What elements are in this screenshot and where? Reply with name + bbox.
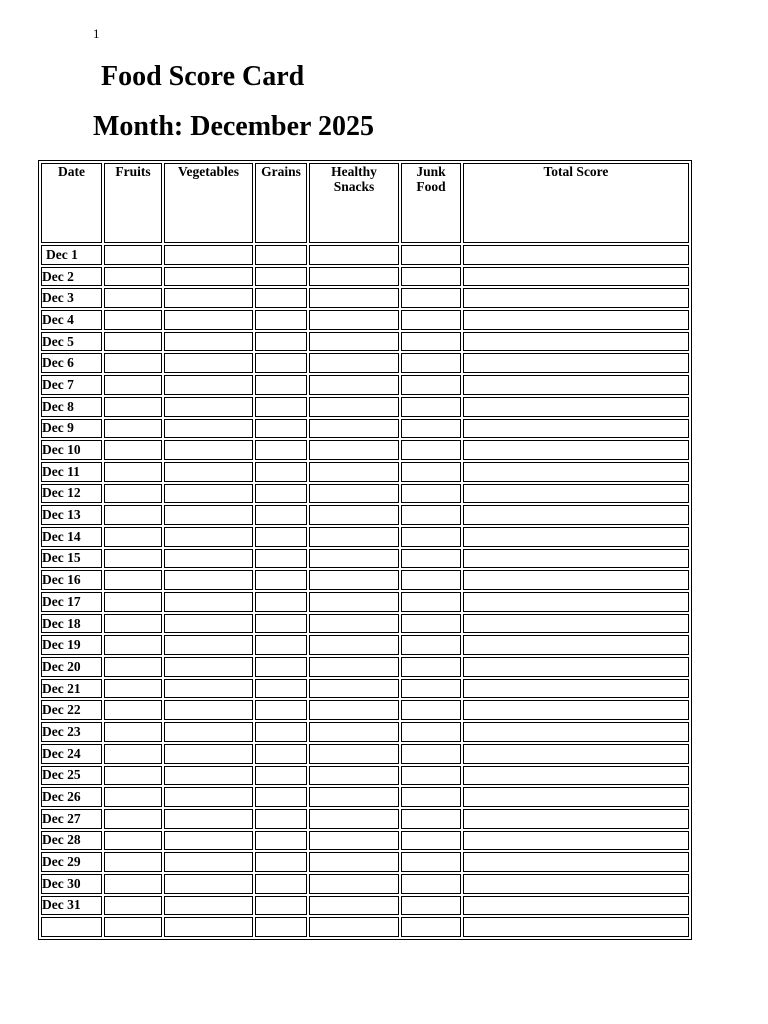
date-cell: Dec 11 <box>41 462 102 482</box>
header-date: Date <box>41 163 102 243</box>
total-score-cell[interactable] <box>463 874 689 894</box>
date-cell: Dec 16 <box>41 570 102 590</box>
healthy-snacks-cell[interactable] <box>309 700 399 720</box>
fruits-cell[interactable] <box>104 484 162 504</box>
date-cell: Dec 18 <box>41 614 102 634</box>
junk-food-cell[interactable] <box>401 852 461 872</box>
vegetables-cell[interactable] <box>164 874 253 894</box>
junk-food-cell[interactable] <box>401 744 461 764</box>
total-score-cell[interactable] <box>463 397 689 417</box>
junk-food-cell[interactable] <box>401 635 461 655</box>
header-healthy-line1: Healthy <box>331 164 377 179</box>
healthy-snacks-cell[interactable] <box>309 419 399 439</box>
table-row <box>41 744 689 764</box>
vegetables-cell[interactable] <box>164 831 253 851</box>
grains-cell[interactable] <box>255 245 307 265</box>
table-row <box>41 310 689 330</box>
page-number: 1 <box>93 26 100 41</box>
grains-cell[interactable] <box>255 635 307 655</box>
vegetables-cell[interactable] <box>164 809 253 829</box>
grains-cell[interactable] <box>255 766 307 786</box>
date-cell: Dec 1 <box>41 245 102 265</box>
healthy-snacks-cell[interactable] <box>309 831 399 851</box>
grains-cell[interactable] <box>255 744 307 764</box>
table-row <box>41 722 689 742</box>
vegetables-cell[interactable] <box>164 310 253 330</box>
vegetables-cell[interactable] <box>164 288 253 308</box>
date-cell: Dec 4 <box>41 310 102 330</box>
fruits-cell[interactable] <box>104 874 162 894</box>
table-row <box>41 896 689 916</box>
table-row <box>41 419 689 439</box>
healthy-snacks-cell[interactable] <box>309 267 399 287</box>
total-score-cell[interactable] <box>463 787 689 807</box>
grains-cell[interactable] <box>255 484 307 504</box>
total-score-cell[interactable] <box>463 440 689 460</box>
grains-cell[interactable] <box>255 852 307 872</box>
junk-food-cell[interactable] <box>401 679 461 699</box>
vegetables-cell[interactable] <box>164 484 253 504</box>
junk-food-cell[interactable] <box>401 310 461 330</box>
table-row <box>41 440 689 460</box>
grains-cell[interactable] <box>255 505 307 525</box>
grains-cell[interactable] <box>255 679 307 699</box>
grains-cell[interactable] <box>255 397 307 417</box>
table-row <box>41 353 689 373</box>
junk-food-cell[interactable] <box>401 614 461 634</box>
vegetables-cell[interactable] <box>164 440 253 460</box>
score-table <box>38 160 692 940</box>
fruits-cell[interactable] <box>104 700 162 720</box>
grains-cell[interactable] <box>255 614 307 634</box>
date-cell: Dec 23 <box>41 722 102 742</box>
fruits-cell[interactable] <box>104 245 162 265</box>
date-cell: Dec 7 <box>41 375 102 395</box>
healthy-snacks-cell[interactable] <box>309 874 399 894</box>
date-cell: Dec 17 <box>41 592 102 612</box>
healthy-snacks-cell[interactable] <box>309 440 399 460</box>
vegetables-cell[interactable] <box>164 375 253 395</box>
total-score-cell[interactable] <box>463 527 689 547</box>
fruits-cell[interactable] <box>104 375 162 395</box>
total-score-cell[interactable] <box>463 917 689 937</box>
date-cell: Dec 21 <box>41 679 102 699</box>
grains-cell[interactable] <box>255 874 307 894</box>
date-cell: Dec 26 <box>41 787 102 807</box>
total-score-cell[interactable] <box>463 353 689 373</box>
date-cell: Dec 25 <box>41 766 102 786</box>
header-healthy-line2: Snacks <box>333 179 375 194</box>
healthy-snacks-cell[interactable] <box>309 505 399 525</box>
date-cell: Dec 10 <box>41 440 102 460</box>
table-row <box>41 462 689 482</box>
table-row <box>41 245 689 265</box>
vegetables-cell[interactable] <box>164 787 253 807</box>
table-row <box>41 700 689 720</box>
table-row <box>41 852 689 872</box>
total-score-cell[interactable] <box>463 614 689 634</box>
healthy-snacks-cell[interactable] <box>309 397 399 417</box>
junk-food-cell[interactable] <box>401 375 461 395</box>
vegetables-cell[interactable] <box>164 462 253 482</box>
table-row <box>41 505 689 525</box>
grains-cell[interactable] <box>255 896 307 916</box>
grains-cell[interactable] <box>255 332 307 352</box>
vegetables-cell[interactable] <box>164 766 253 786</box>
total-score-cell[interactable] <box>463 484 689 504</box>
junk-food-cell[interactable] <box>401 462 461 482</box>
healthy-snacks-cell[interactable] <box>309 462 399 482</box>
healthy-snacks-cell[interactable] <box>309 288 399 308</box>
date-cell: Dec 19 <box>41 635 102 655</box>
healthy-snacks-cell[interactable] <box>309 852 399 872</box>
healthy-snacks-cell[interactable] <box>309 657 399 677</box>
vegetables-cell[interactable] <box>164 917 253 937</box>
header-row <box>41 163 689 243</box>
fruits-cell[interactable] <box>104 267 162 287</box>
grains-cell[interactable] <box>255 527 307 547</box>
vegetables-cell[interactable] <box>164 679 253 699</box>
date-cell <box>41 917 102 937</box>
header-vegetables: Vegetables <box>164 163 253 243</box>
table-row <box>41 679 689 699</box>
date-cell: Dec 5 <box>41 332 102 352</box>
grains-cell[interactable] <box>255 375 307 395</box>
healthy-snacks-cell[interactable] <box>309 809 399 829</box>
grains-cell[interactable] <box>255 310 307 330</box>
fruits-cell[interactable] <box>104 570 162 590</box>
total-score-cell[interactable] <box>463 852 689 872</box>
healthy-snacks-cell[interactable] <box>309 332 399 352</box>
fruits-cell[interactable] <box>104 462 162 482</box>
date-cell: Dec 31 <box>41 896 102 916</box>
healthy-snacks-cell[interactable] <box>309 549 399 569</box>
vegetables-cell[interactable] <box>164 267 253 287</box>
header-healthy-snacks <box>309 163 399 243</box>
junk-food-cell[interactable] <box>401 527 461 547</box>
grains-cell[interactable] <box>255 267 307 287</box>
healthy-snacks-cell[interactable] <box>309 679 399 699</box>
total-score-cell[interactable] <box>463 831 689 851</box>
total-score-cell[interactable] <box>463 375 689 395</box>
date-cell: Dec 14 <box>41 527 102 547</box>
grains-cell[interactable] <box>255 809 307 829</box>
table-row <box>41 809 689 829</box>
table-row <box>41 267 689 287</box>
junk-food-cell[interactable] <box>401 570 461 590</box>
grains-cell[interactable] <box>255 700 307 720</box>
fruits-cell[interactable] <box>104 353 162 373</box>
header-fruits: Fruits <box>104 163 162 243</box>
total-score-cell[interactable] <box>463 766 689 786</box>
table-row <box>41 375 689 395</box>
junk-food-cell[interactable] <box>401 397 461 417</box>
total-score-cell[interactable] <box>463 809 689 829</box>
total-score-cell[interactable] <box>463 744 689 764</box>
total-score-cell[interactable] <box>463 896 689 916</box>
junk-food-cell[interactable] <box>401 332 461 352</box>
fruits-cell[interactable] <box>104 896 162 916</box>
total-score-cell[interactable] <box>463 267 689 287</box>
junk-food-cell[interactable] <box>401 484 461 504</box>
healthy-snacks-cell[interactable] <box>309 527 399 547</box>
junk-food-cell[interactable] <box>401 440 461 460</box>
vegetables-cell[interactable] <box>164 570 253 590</box>
junk-food-cell[interactable] <box>401 722 461 742</box>
table-row <box>41 766 689 786</box>
fruits-cell[interactable] <box>104 917 162 937</box>
total-score-cell[interactable] <box>463 332 689 352</box>
healthy-snacks-cell[interactable] <box>309 592 399 612</box>
table-row <box>41 592 689 612</box>
date-cell: Dec 2 <box>41 267 102 287</box>
fruits-cell[interactable] <box>104 288 162 308</box>
junk-food-cell[interactable] <box>401 787 461 807</box>
table-row <box>41 527 689 547</box>
vegetables-cell[interactable] <box>164 635 253 655</box>
junk-food-cell[interactable] <box>401 505 461 525</box>
month-heading: Month: December 2025 <box>93 111 374 142</box>
table-row <box>41 570 689 590</box>
grains-cell[interactable] <box>255 917 307 937</box>
total-score-cell[interactable] <box>463 700 689 720</box>
healthy-snacks-cell[interactable] <box>309 766 399 786</box>
vegetables-cell[interactable] <box>164 852 253 872</box>
healthy-snacks-cell[interactable] <box>309 722 399 742</box>
total-score-cell[interactable] <box>463 505 689 525</box>
total-score-cell[interactable] <box>463 570 689 590</box>
junk-food-cell[interactable] <box>401 766 461 786</box>
healthy-snacks-cell[interactable] <box>309 375 399 395</box>
header-junk-line1: Junk <box>416 164 446 179</box>
fruits-cell[interactable] <box>104 419 162 439</box>
table-row <box>41 635 689 655</box>
header-grains: Grains <box>255 163 307 243</box>
fruits-cell[interactable] <box>104 332 162 352</box>
date-cell: Dec 9 <box>41 419 102 439</box>
fruits-cell[interactable] <box>104 592 162 612</box>
grains-cell[interactable] <box>255 462 307 482</box>
grains-cell[interactable] <box>255 722 307 742</box>
healthy-snacks-cell[interactable] <box>309 245 399 265</box>
junk-food-cell[interactable] <box>401 657 461 677</box>
fruits-cell[interactable] <box>104 809 162 829</box>
date-cell: Dec 24 <box>41 744 102 764</box>
total-score-cell[interactable] <box>463 722 689 742</box>
grains-cell[interactable] <box>255 592 307 612</box>
vegetables-cell[interactable] <box>164 722 253 742</box>
junk-food-cell[interactable] <box>401 549 461 569</box>
date-cell: Dec 6 <box>41 353 102 373</box>
vegetables-cell[interactable] <box>164 353 253 373</box>
vegetables-cell[interactable] <box>164 896 253 916</box>
table-row <box>41 397 689 417</box>
fruits-cell[interactable] <box>104 527 162 547</box>
table-row <box>41 831 689 851</box>
header-total-score: Total Score <box>463 163 689 243</box>
date-cell: Dec 28 <box>41 831 102 851</box>
fruits-cell[interactable] <box>104 397 162 417</box>
date-cell: Dec 22 <box>41 700 102 720</box>
page-title: Food Score Card <box>101 61 305 92</box>
fruits-cell[interactable] <box>104 852 162 872</box>
vegetables-cell[interactable] <box>164 419 253 439</box>
healthy-snacks-cell[interactable] <box>309 484 399 504</box>
junk-food-cell[interactable] <box>401 700 461 720</box>
vegetables-cell[interactable] <box>164 614 253 634</box>
total-score-cell[interactable] <box>463 549 689 569</box>
junk-food-cell[interactable] <box>401 896 461 916</box>
table-row <box>41 787 689 807</box>
grains-cell[interactable] <box>255 787 307 807</box>
grains-cell[interactable] <box>255 831 307 851</box>
junk-food-cell[interactable] <box>401 809 461 829</box>
vegetables-cell[interactable] <box>164 657 253 677</box>
vegetables-cell[interactable] <box>164 397 253 417</box>
junk-food-cell[interactable] <box>401 831 461 851</box>
table-row <box>41 549 689 569</box>
date-cell: Dec 15 <box>41 549 102 569</box>
healthy-snacks-cell[interactable] <box>309 787 399 807</box>
grains-cell[interactable] <box>255 549 307 569</box>
healthy-snacks-cell[interactable] <box>309 570 399 590</box>
date-cell: Dec 20 <box>41 657 102 677</box>
healthy-snacks-cell[interactable] <box>309 917 399 937</box>
junk-food-cell[interactable] <box>401 917 461 937</box>
junk-food-cell[interactable] <box>401 353 461 373</box>
junk-food-cell[interactable] <box>401 592 461 612</box>
grains-cell[interactable] <box>255 440 307 460</box>
header-junk-food <box>401 163 461 243</box>
grains-cell[interactable] <box>255 657 307 677</box>
vegetables-cell[interactable] <box>164 527 253 547</box>
fruits-cell[interactable] <box>104 549 162 569</box>
fruits-cell[interactable] <box>104 657 162 677</box>
vegetables-cell[interactable] <box>164 700 253 720</box>
grains-cell[interactable] <box>255 570 307 590</box>
healthy-snacks-cell[interactable] <box>309 635 399 655</box>
fruits-cell[interactable] <box>104 744 162 764</box>
table-row <box>41 288 689 308</box>
date-cell: Dec 27 <box>41 809 102 829</box>
header-junk-line2: Food <box>416 179 446 194</box>
score-table-body <box>41 245 689 937</box>
total-score-cell[interactable] <box>463 592 689 612</box>
date-cell: Dec 29 <box>41 852 102 872</box>
date-cell: Dec 13 <box>41 505 102 525</box>
fruits-cell[interactable] <box>104 310 162 330</box>
fruits-cell[interactable] <box>104 679 162 699</box>
junk-food-cell[interactable] <box>401 288 461 308</box>
total-score-cell[interactable] <box>463 635 689 655</box>
table-row <box>41 657 689 677</box>
table-row <box>41 484 689 504</box>
vegetables-cell[interactable] <box>164 505 253 525</box>
total-score-cell[interactable] <box>463 657 689 677</box>
fruits-cell[interactable] <box>104 614 162 634</box>
table-row <box>41 614 689 634</box>
table-row <box>41 874 689 894</box>
date-cell: Dec 12 <box>41 484 102 504</box>
grains-cell[interactable] <box>255 288 307 308</box>
table-row <box>41 332 689 352</box>
total-score-cell[interactable] <box>463 310 689 330</box>
vegetables-cell[interactable] <box>164 332 253 352</box>
healthy-snacks-cell[interactable] <box>309 353 399 373</box>
blank-row <box>41 917 689 937</box>
date-cell: Dec 8 <box>41 397 102 417</box>
fruits-cell[interactable] <box>104 787 162 807</box>
healthy-snacks-cell[interactable] <box>309 744 399 764</box>
fruits-cell[interactable] <box>104 635 162 655</box>
total-score-cell[interactable] <box>463 462 689 482</box>
healthy-snacks-cell[interactable] <box>309 896 399 916</box>
vegetables-cell[interactable] <box>164 549 253 569</box>
total-score-cell[interactable] <box>463 288 689 308</box>
fruits-cell[interactable] <box>104 722 162 742</box>
date-cell: Dec 30 <box>41 874 102 894</box>
total-score-cell[interactable] <box>463 679 689 699</box>
grains-cell[interactable] <box>255 419 307 439</box>
healthy-snacks-cell[interactable] <box>309 310 399 330</box>
junk-food-cell[interactable] <box>401 245 461 265</box>
junk-food-cell[interactable] <box>401 419 461 439</box>
total-score-cell[interactable] <box>463 245 689 265</box>
vegetables-cell[interactable] <box>164 245 253 265</box>
fruits-cell[interactable] <box>104 831 162 851</box>
fruits-cell[interactable] <box>104 505 162 525</box>
healthy-snacks-cell[interactable] <box>309 614 399 634</box>
total-score-cell[interactable] <box>463 419 689 439</box>
vegetables-cell[interactable] <box>164 592 253 612</box>
fruits-cell[interactable] <box>104 766 162 786</box>
grains-cell[interactable] <box>255 353 307 373</box>
junk-food-cell[interactable] <box>401 267 461 287</box>
date-cell: Dec 3 <box>41 288 102 308</box>
junk-food-cell[interactable] <box>401 874 461 894</box>
vegetables-cell[interactable] <box>164 744 253 764</box>
fruits-cell[interactable] <box>104 440 162 460</box>
